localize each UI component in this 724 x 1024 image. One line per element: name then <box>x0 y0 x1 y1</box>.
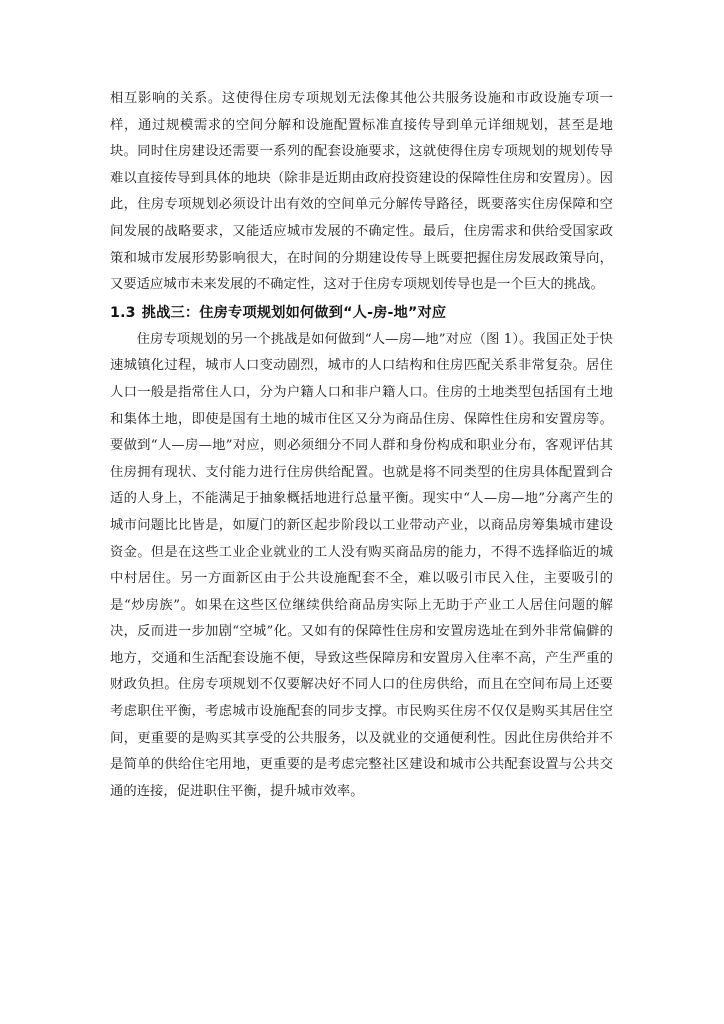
section-heading <box>110 300 613 326</box>
document-page <box>110 86 613 805</box>
paragraph-people-housing-land: 住房专项规划的另一个挑战是如何做到“人—房—地”对应（图 1）。我国正处于快速城镇化过程，城市人口变动剧烈，城市的人口结构和住房匹配关系非常复杂。居住人口一般是指常住人口，分为户籍人口和非户籍人口。住房的土地类型包括国有土地和集体土地，即使是国有土地的城市住区又分为商品住房、保障性住房和安置房等。要做到“人—房—地”对应，则必须细分不同人群和身份构成和职业分布，客观评估其住房拥有现状、支付能力进行住房供给配置。也就是将不同类型的住房具体配置到合适的人身上，不能满足于抽象概括地进行总量平衡。现实中“人—房—地”分离产生的城市问题比比皆是，如厦门的新区起步阶段以工业带动产业，以商品房筹集城市建设资金。但是在这些工业企业就业的工人没有购买商品房的能力，不得不选择临近的城中村居住。另一方面新区由于公共设施配套不全，难以吸引市民入住，主要吸引的是“炒房族”。如果在这些区位继续供给商品房实际上无助于产业工人居住问题的解决，反而进一步加剧“空城”化。又如有的保障性住房和安置房选址在到外非常偏僻的地方，交通和生活配套设施不便，导致这些保障房和安置房入住率不高，产生严重的财政负担。住房专项规划不仅要解决好不同人口的住房供给，而且在空间布局上还要考虑职住平衡，考虑城市设施配套的同步支撑。市民购买住房不仅仅是购买其居住空间，更重要的是购买其享受的公共服务，以及就业的交通便利性。因此住房供给并不是简单的供给住宅用地，更重要的是考虑完整社区建设和城市公共配套设置与公共交通的连接，促进职住平衡，提升城市效率。 <box>110 331 613 799</box>
section-number: 1.3 <box>110 304 136 321</box>
paragraph-housing-transmission: 相互影响的关系。这使得住房专项规划无法像其他公共服务设施和市政设施专项一样，通过规模需求的空间分解和设施配置标准直接传导到单元详细规划，甚至是地块。同时住房建设还需要一系列的配套设施要求，这就使得住房专项规划的规划传导难以直接传导到具体的地块（除非是近期由政府投资建设的保障性住房和安置房）。因此，住房专项规划必须设计出有效的空间单元分解传导路径，既要落实住房保障和空间发展的战略要求，又能适应城市发展的不确定性。最后，住房需求和供给受国家政策和城市发展形势影响很大，在时间的分期建设传导上既要把握住房发展政策导向，又要适应城市未来发展的不确定性，这对于住房专项规划传导也是一个巨大的挑战。 <box>110 91 613 293</box>
section-title: 挑战三：住房专项规划如何做到“人-房-地”对应 <box>141 304 447 321</box>
